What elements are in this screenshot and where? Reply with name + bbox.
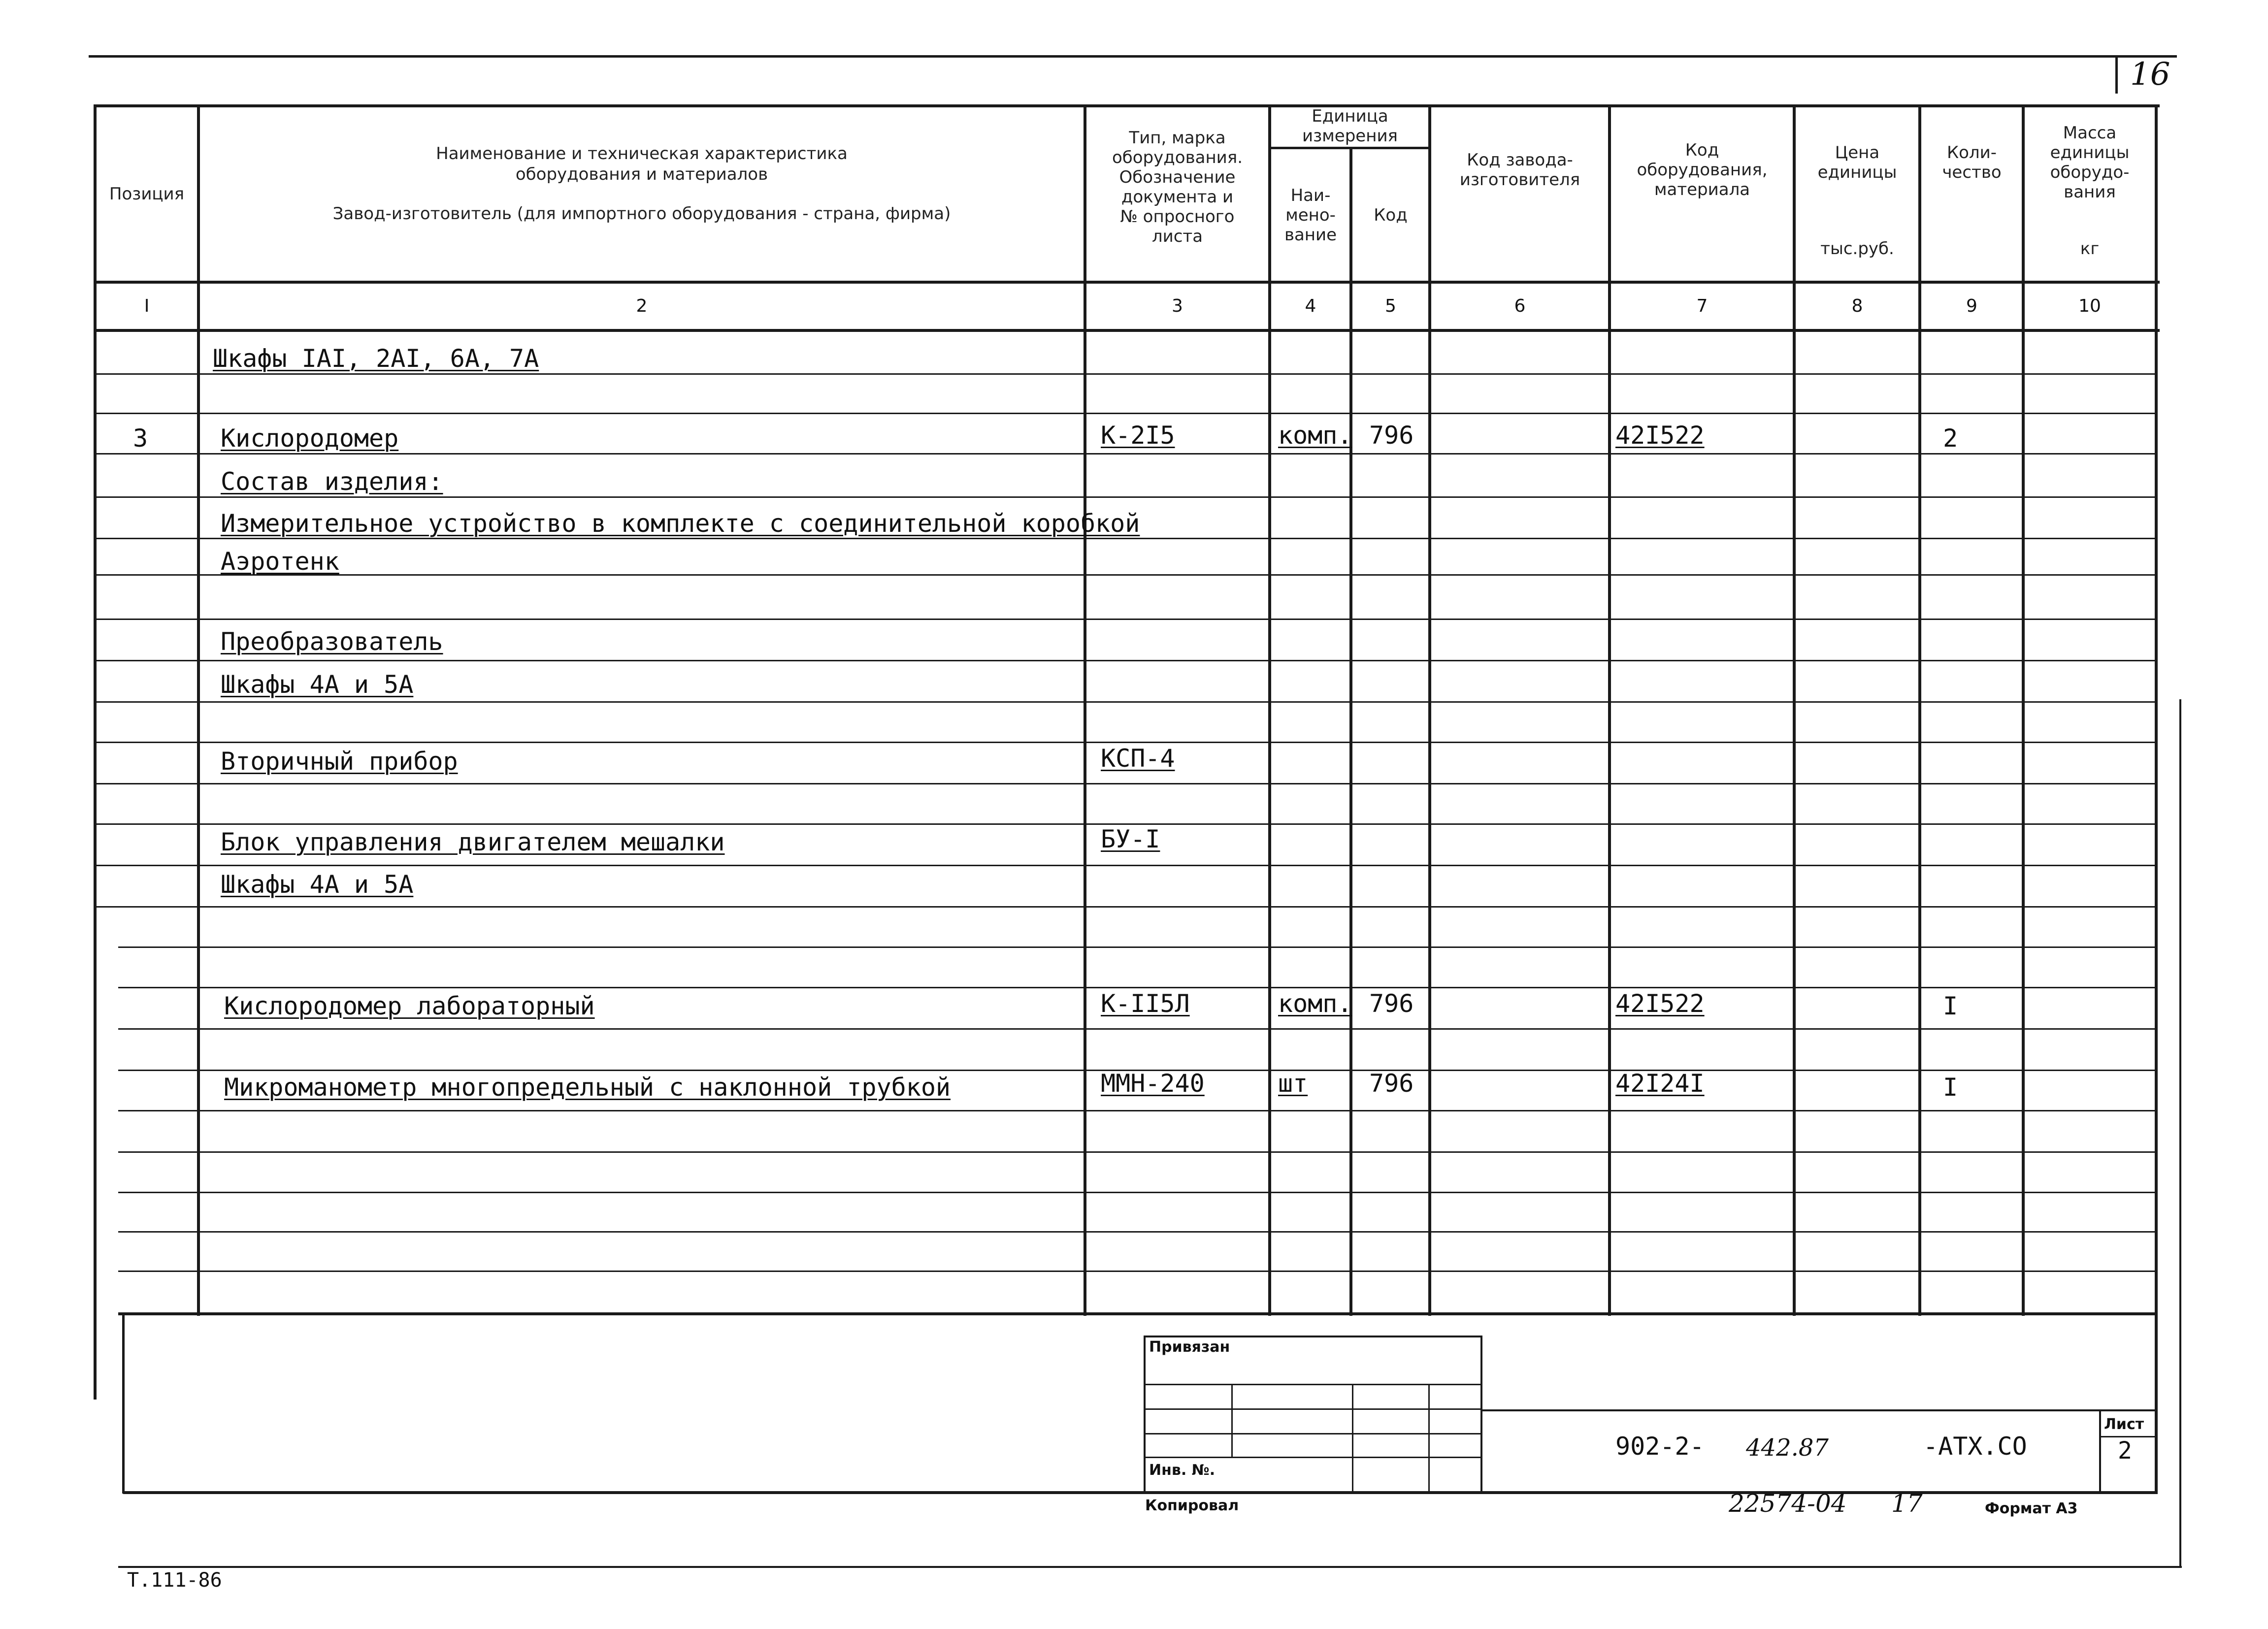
header-name-line3: Завод-изготовитель (для импортного оборудования - страна, фирма) — [332, 204, 951, 224]
row-12-qty: I — [1943, 1073, 1958, 1102]
colnum-9: 9 — [1966, 296, 1977, 316]
table-top-border — [94, 104, 2160, 107]
row-11-type: К-II5Л — [1101, 989, 1190, 1018]
grid-row-line — [97, 701, 2156, 703]
row-11-qty: I — [1943, 992, 1958, 1020]
top-rule — [89, 55, 2177, 58]
stamp-box-left — [1144, 1336, 1146, 1493]
col-line-3 — [1268, 104, 1271, 1316]
row-11-code: 796 — [1369, 989, 1414, 1018]
row-12-type: ММН-240 — [1101, 1069, 1205, 1098]
grid-row-line — [97, 906, 2156, 908]
header-mass: Масса единицы оборудо-вания — [2050, 123, 2130, 202]
grid-row-line — [97, 453, 2156, 455]
row-3-name: Состав изделия: — [221, 467, 443, 496]
stamp-col-3 — [1428, 1384, 1430, 1493]
footer-copied: Копировал — [1145, 1497, 1239, 1514]
header-name-line1: Наименование и техническая характеристика — [436, 144, 848, 163]
stamp-row-3 — [1144, 1433, 1482, 1434]
col-line-5 — [1428, 104, 1431, 1316]
colnum-4: 4 — [1305, 296, 1316, 316]
row-12-equip: 42I24I — [1615, 1069, 1705, 1098]
outer-right-rule — [2179, 699, 2181, 1568]
col-line-8 — [1918, 104, 1921, 1316]
header-type: Тип, марка оборудования. Обозначение документа и № опросного листа — [1112, 128, 1243, 246]
row-2-name: Кислородомер — [221, 424, 399, 453]
grid-row-line — [118, 1151, 2156, 1153]
grid-row-line — [97, 413, 2156, 414]
grid-row-line — [118, 1271, 2156, 1272]
grid-row-line — [97, 619, 2156, 620]
header-bottom-border — [94, 281, 2160, 284]
col-line-7 — [1793, 104, 1796, 1316]
row-9-name: Блок управления двигателем мешалки — [221, 828, 725, 856]
row-1-name: Шкафы IAI, 2AI, 6A, 7A — [213, 344, 539, 373]
page-number: 16 — [2130, 56, 2170, 93]
row-2-type: К-2I5 — [1101, 421, 1175, 450]
row-4-name: Измерительное устройство в комплекте с соединительной коробкой — [221, 509, 1140, 538]
header-qty: Коли-чество — [1942, 143, 2002, 182]
col-line-9 — [2022, 104, 2025, 1316]
row-11-equip: 42I522 — [1615, 989, 1705, 1018]
row-12-unit: шт — [1278, 1069, 1308, 1098]
grid-row-line — [97, 660, 2156, 661]
designation-part3: -АТХ.СО — [1923, 1432, 2027, 1461]
grid-row-line — [97, 496, 2156, 498]
grid-row-line — [118, 1110, 2156, 1111]
stamp-privyazan: Привязан — [1149, 1338, 1230, 1356]
row-11-name: Кислородомер лабораторный — [224, 992, 595, 1020]
frame-right — [2155, 104, 2158, 1494]
col-line-4 — [1349, 148, 1352, 1316]
row-12-name: Микроманометр многопредельный с наклонной трубкой — [224, 1073, 951, 1102]
colnum-2: 2 — [636, 296, 648, 316]
stamp-box-right — [1480, 1336, 1482, 1493]
grid-row-line — [118, 1231, 2156, 1233]
col-line-2 — [1084, 104, 1086, 1316]
colnum-7: 7 — [1696, 296, 1708, 316]
row-9-type: БУ-I — [1101, 825, 1160, 853]
row-12-code: 796 — [1369, 1069, 1414, 1098]
grid-row-line — [97, 373, 2156, 375]
header-name-line2: оборудования и материалов — [515, 164, 768, 184]
frame-bottom — [123, 1491, 2157, 1494]
header-price: Цена единицы — [1817, 143, 1897, 182]
colnum-6: 6 — [1514, 296, 1526, 316]
footer-doc-sheet: 17 — [1891, 1489, 1923, 1518]
colnum-8: 8 — [1851, 296, 1863, 316]
colnum-3: 3 — [1172, 296, 1183, 316]
footer-doc-number: 22574-04 — [1729, 1489, 1847, 1518]
row-2-qty: 2 — [1943, 424, 1958, 453]
sheet-box-left — [2099, 1409, 2101, 1493]
row-8-type: КСП-4 — [1101, 744, 1175, 773]
row-5-name: Аэротенк — [221, 547, 339, 576]
header-equip-code: Код оборудования, материала — [1637, 140, 1768, 199]
col-line-1 — [197, 104, 200, 1316]
sheet-label: Лист — [2104, 1416, 2144, 1433]
grid-row-line — [118, 1028, 2156, 1030]
footer-format: Формат А3 — [1985, 1500, 2078, 1517]
colnum-bottom-border — [94, 329, 2160, 332]
page-number-separator — [2115, 55, 2118, 94]
footer-form-code: Т.111-86 — [127, 1569, 222, 1592]
grid-row-line — [118, 946, 2156, 948]
grid-row-line — [97, 538, 2156, 539]
header-unit: Единица измерения — [1302, 106, 1398, 146]
colnum-10: 10 — [2078, 296, 2101, 316]
header-price-unit: тыс.руб. — [1820, 239, 1894, 259]
row-2-code: 796 — [1369, 421, 1414, 450]
row-2-unit: комп. — [1278, 421, 1352, 450]
outer-bottom-rule — [118, 1566, 2182, 1568]
row-10-name: Шкафы 4А и 5А — [221, 870, 414, 899]
designation-part2: 442.87 — [1746, 1434, 1829, 1462]
row-2-pos: 3 — [133, 424, 148, 453]
table-bottom-border — [118, 1312, 2157, 1315]
header-unit-code: Код — [1374, 205, 1408, 225]
header-unit-name: Наи-мено-вание — [1284, 186, 1337, 245]
col-line-6 — [1608, 104, 1611, 1316]
row-2-equip: 42I522 — [1615, 421, 1705, 450]
stamp-row-1 — [1144, 1384, 1482, 1385]
sheet-number: 2 — [2118, 1437, 2132, 1465]
header-position: Позиция — [109, 184, 185, 204]
grid-row-line — [118, 1192, 2156, 1193]
colnum-1: I — [144, 296, 150, 316]
header-mass-unit: кг — [2080, 239, 2100, 259]
grid-row-line — [118, 987, 2156, 988]
grid-row-line — [97, 574, 2156, 576]
row-6-name: Преобразователь — [221, 627, 443, 656]
frame-left-lower — [122, 1312, 125, 1494]
row-11-unit: комп. — [1278, 989, 1352, 1018]
row-8-name: Вторичный прибор — [221, 747, 458, 776]
designation-part1: 902-2- — [1615, 1432, 1705, 1461]
colnum-5: 5 — [1385, 296, 1396, 316]
row-7-name: Шкафы 4А и 5А — [221, 670, 414, 699]
stamp-col-2 — [1352, 1384, 1353, 1493]
stamp-col-1 — [1231, 1384, 1233, 1458]
grid-row-line — [97, 742, 2156, 743]
stamp-row-4 — [1144, 1457, 1482, 1458]
header-mfr-code: Код завода-изготовителя — [1459, 150, 1580, 190]
stamp-row-2 — [1144, 1408, 1482, 1410]
grid-row-line — [97, 865, 2156, 866]
title-block-top — [1480, 1409, 2156, 1411]
stamp-box-top — [1144, 1336, 1482, 1337]
grid-row-line — [97, 783, 2156, 784]
stamp-inv: Инв. №. — [1149, 1462, 1216, 1479]
